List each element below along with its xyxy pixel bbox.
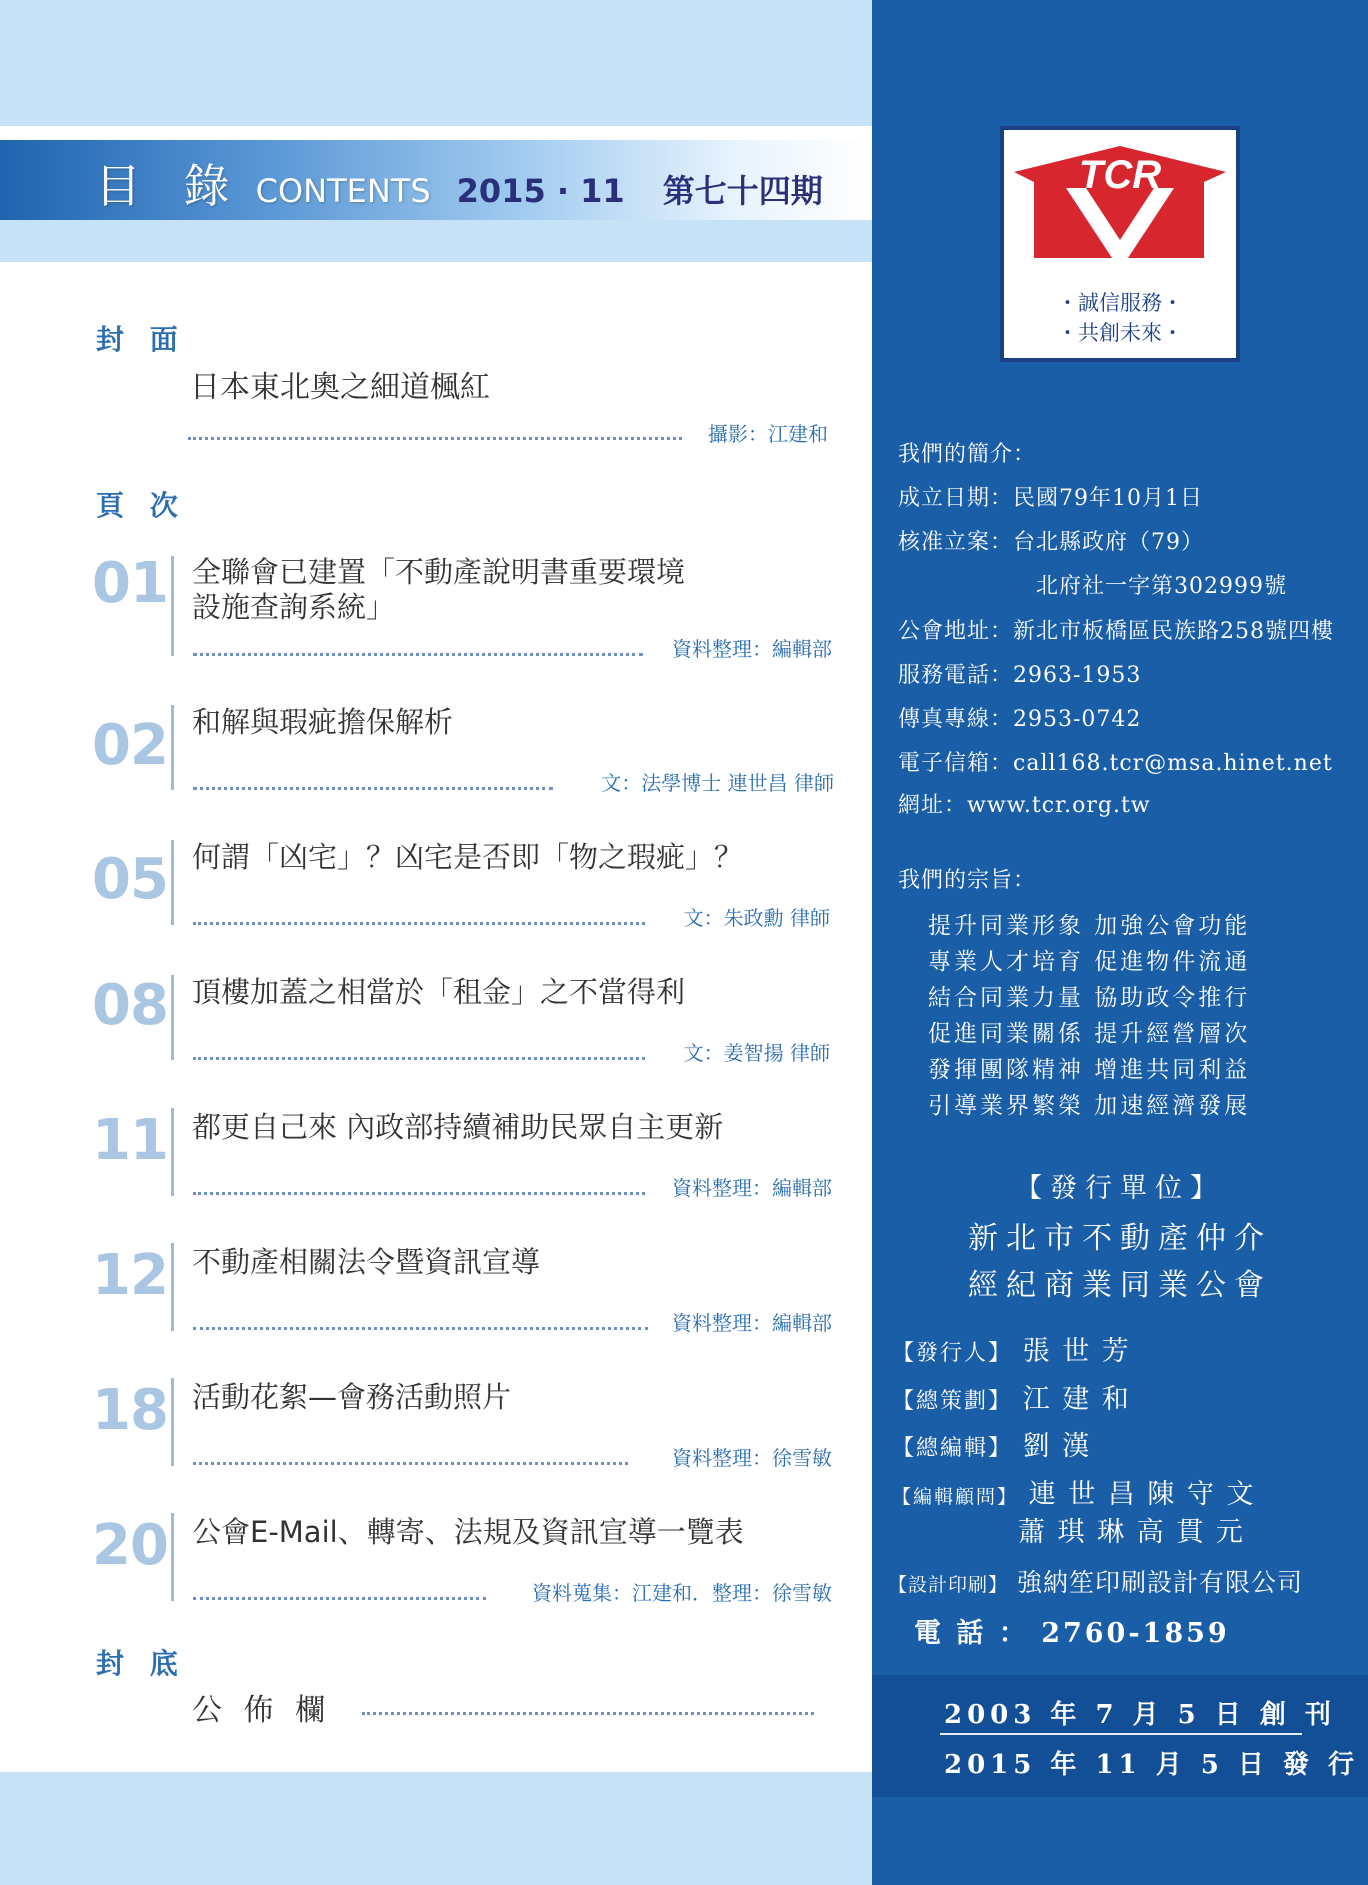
staff-role: 【總編輯】 [892,1436,1013,1461]
entry-credit: 資料蒐集：江建和．整理：徐雪敏 [532,1581,832,1605]
staff-names: 連 世 昌 陳 守 文 [1028,1479,1256,1510]
entry-divider [171,1108,174,1196]
dot-leader [188,437,682,440]
title-english: CONTENTS [255,172,431,210]
entry-credit: 資料整理：編輯部 [672,1311,832,1335]
section-label-cover: 封 面 [96,323,186,356]
section-label-back-cover: 封 底 [96,1647,186,1680]
purpose-line: 發揮團隊精神 增進共同利益 [928,1057,1251,1083]
entry-divider [171,1513,174,1601]
dot-leader [193,1192,645,1195]
entry-divider [171,840,174,925]
tcr-logo [1000,126,1240,362]
section-label-pages: 頁 次 [96,489,186,522]
entry-divider [171,556,174,656]
entry-credit: 文：法學博士 連世昌 律師 [601,771,834,795]
dot-leader [193,653,643,656]
staff-names: 劉 漢 [1022,1431,1092,1462]
contact-phone: 電 話 ： 2760-1859 [914,1618,1230,1649]
page-number: 05 [92,847,168,912]
top-band [0,0,872,126]
dot-leader [362,1712,814,1715]
logo-text: TCR [1078,153,1162,197]
cover-title[interactable]: 日本東北奧之細道楓紅 [190,370,490,405]
entry-title[interactable]: 不動產相關法令暨資訊宣導 [192,1245,541,1279]
entry-credit: 資料整理：徐雪敏 [672,1446,832,1470]
dot-leader [193,1327,648,1330]
issue-number: 第七十四期 [662,172,823,210]
publisher-name: 新北市不動產仲介 [968,1221,1272,1256]
staff-editor [892,1424,1091,1463]
page-number: 20 [92,1513,168,1578]
dot-leader [193,1597,486,1600]
entry-divider [171,705,174,790]
page-number: 08 [92,973,168,1038]
intro-fax: 傳真專線：2953-0742 [898,707,1142,732]
intro-registration: 核准立案：台北縣政府（79） [898,530,1204,555]
entry-credit: 文：姜智揚 律師 [683,1041,830,1065]
entry-title[interactable]: 活動花絮—會務活動照片 [192,1380,512,1414]
staff-printer [888,1563,1303,1599]
cover-credit: 攝影：江建和 [708,422,828,446]
entry-title-line: 全聯會已建置「不動產說明書重要環境 [192,555,686,589]
purpose-line: 引導業界繁榮 加速經濟發展 [928,1093,1251,1119]
intro-email[interactable]: 電子信箱：call168.tcr@msa.hinet.net [898,751,1333,776]
entry-divider [171,1378,174,1466]
page-number: 12 [92,1243,168,1308]
staff-role: 【總策劃】 [892,1389,1013,1414]
intro-phone: 服務電話：2963-1953 [898,663,1142,688]
entry-title[interactable]: 公會E-Mail、轉寄、法規及資訊宣導一覽表 [192,1515,744,1549]
intro-founded: 成立日期：民國79年10月1日 [898,486,1203,511]
back-cover-title[interactable]: 公 佈 欄 [192,1693,332,1728]
entry-title[interactable]: 頂樓加蓋之相當於「租金」之不當得利 [192,975,686,1009]
dot-leader [193,1462,628,1465]
entry-divider [171,975,174,1060]
intro-website[interactable]: 網址：www.tcr.org.tw [898,793,1151,818]
staff-advisors-cont: 蕭 琪 琳 高 貫 元 [1018,1517,1245,1548]
entry-title[interactable] [192,555,832,625]
slogan-line: ・共創未來・ [1057,321,1183,345]
slogan-line: ・誠信服務・ [1057,291,1183,315]
entry-credit: 資料整理：編輯部 [672,1176,832,1200]
publication-date: 2015 年 11 月 5 日 發 行 [944,1750,1359,1780]
purpose-line: 專業人才培育 促進物件流通 [928,949,1251,975]
header-lower-band [0,220,872,262]
founding-date: 2003 年 7 月 5 日 創 刊 [944,1700,1336,1730]
staff-role: 【發行人】 [892,1341,1013,1366]
entry-title-line: 設施查詢系統」 [192,589,396,624]
staff-names: 江 建 和 [1022,1384,1131,1415]
publisher-heading: 【發行單位】 [1015,1173,1225,1204]
purpose-line: 結合同業力量 協助政令推行 [928,985,1251,1011]
bottom-band [0,1772,872,1885]
title-chinese: 目 錄 [95,159,244,213]
staff-advisors [892,1472,1256,1511]
entry-divider [171,1243,174,1331]
purpose-heading: 我們的宗旨： [898,868,1037,893]
staff-planner [892,1377,1131,1416]
page-number: 01 [92,551,168,616]
page-number: 02 [92,713,168,778]
page-number: 11 [92,1108,168,1173]
staff-publisher [892,1329,1131,1368]
issue-date: 2015 · 11 [456,172,625,210]
publisher-name: 經紀商業同業公會 [968,1268,1272,1303]
intro-address: 公會地址：新北市板橋區民族路258號四樓 [898,619,1334,644]
tcr-emblem-icon [1004,130,1236,290]
entry-title[interactable]: 和解與瑕疵擔保解析 [192,705,454,739]
intro-registration-number: 北府社一字第302999號 [1036,574,1287,599]
staff-names: 張 世 芳 [1022,1336,1131,1367]
purpose-line: 提升同業形象 加強公會功能 [928,913,1251,939]
entry-title[interactable]: 何謂「凶宅」？凶宅是否即「物之瑕疵」？ [192,840,744,874]
dot-leader [193,787,553,790]
page-number: 18 [92,1378,168,1443]
logo-slogan [1004,288,1236,348]
entry-title[interactable]: 都更自己來 內政部持續補助民眾自主更新 [192,1110,724,1144]
entry-credit: 資料整理：編輯部 [672,637,832,661]
dot-leader [193,1057,645,1060]
page-title [95,150,823,216]
entry-credit: 文：朱政勳 律師 [683,906,830,930]
staff-role: 【設計印刷】 [888,1574,1009,1596]
purpose-line: 促進同業關係 提升經營層次 [928,1021,1251,1047]
staff-role: 【編輯顧問】 [892,1486,1019,1508]
dot-leader [193,922,645,925]
intro-heading: 我們的簡介： [898,442,1037,467]
date-divider [940,1733,1302,1735]
staff-names: 強納笙印刷設計有限公司 [1016,1568,1303,1597]
